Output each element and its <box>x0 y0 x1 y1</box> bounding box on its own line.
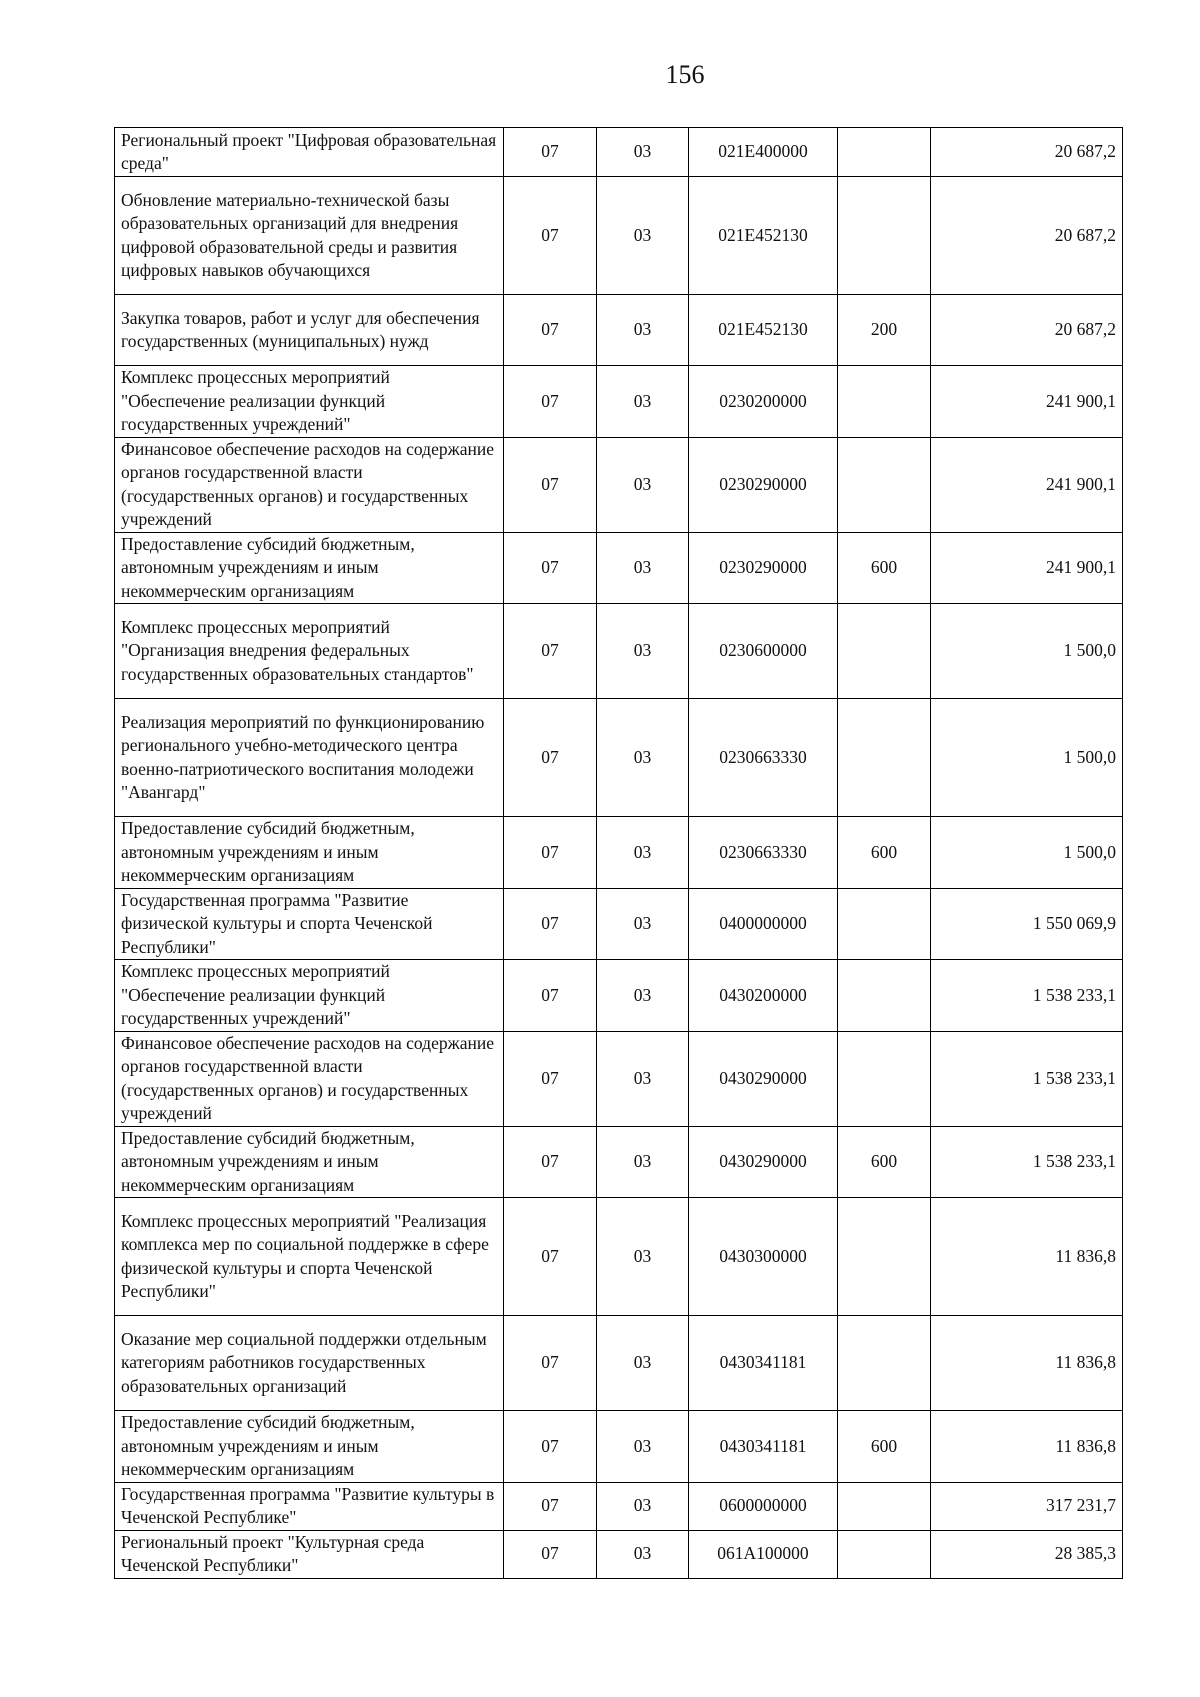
row-subsection: 03 <box>597 1530 689 1578</box>
table-row <box>115 177 1123 295</box>
row-expense-type <box>838 366 931 438</box>
row-expense-type <box>838 1530 931 1578</box>
row-amount: 20 687,2 <box>931 128 1123 177</box>
row-amount: 1 538 233,1 <box>931 1031 1123 1126</box>
row-amount: 241 900,1 <box>931 532 1123 604</box>
row-expense-type: 600 <box>838 532 931 604</box>
row-target-code: 0230200000 <box>689 366 838 438</box>
row-target-code: 0430200000 <box>689 960 838 1032</box>
budget-table <box>114 127 1123 1579</box>
row-section: 07 <box>504 1482 597 1530</box>
row-subsection: 03 <box>597 604 689 699</box>
table-row <box>115 437 1123 532</box>
row-name: Предоставление субсидий бюджетным, автономным учреждениям и иным некоммерческим организациям <box>115 1411 504 1483</box>
row-target-code: 0230290000 <box>689 437 838 532</box>
row-target-code: 0430300000 <box>689 1198 838 1316</box>
row-section: 07 <box>504 699 597 817</box>
row-subsection: 03 <box>597 1126 689 1198</box>
row-subsection: 03 <box>597 532 689 604</box>
row-section: 07 <box>504 1316 597 1411</box>
row-target-code: 0430290000 <box>689 1031 838 1126</box>
row-target-code: 021E452130 <box>689 295 838 366</box>
row-amount: 28 385,3 <box>931 1530 1123 1578</box>
row-section: 07 <box>504 1126 597 1198</box>
row-subsection: 03 <box>597 177 689 295</box>
row-amount: 1 538 233,1 <box>931 1126 1123 1198</box>
row-expense-type <box>838 960 931 1032</box>
row-subsection: 03 <box>597 1411 689 1483</box>
row-target-code: 0230600000 <box>689 604 838 699</box>
table-row <box>115 699 1123 817</box>
table-row <box>115 1198 1123 1316</box>
row-section: 07 <box>504 177 597 295</box>
row-subsection: 03 <box>597 960 689 1032</box>
row-section: 07 <box>504 888 597 960</box>
row-expense-type: 600 <box>838 1411 931 1483</box>
row-name: Региональный проект "Культурная среда Чеченской Республики" <box>115 1530 504 1578</box>
row-section: 07 <box>504 532 597 604</box>
row-name: Государственная программа "Развитие культуры в Чеченской Республике" <box>115 1482 504 1530</box>
row-name: Комплекс процессных мероприятий "Обеспечение реализации функций государственных учреждений" <box>115 960 504 1032</box>
row-amount: 241 900,1 <box>931 437 1123 532</box>
row-name: Комплекс процессных мероприятий "Реализация комплекса мер по социальной поддержке в сфере физической культуры и спорта Чеченской Республики" <box>115 1198 504 1316</box>
row-subsection: 03 <box>597 1031 689 1126</box>
table-row <box>115 817 1123 889</box>
table-row <box>115 1031 1123 1126</box>
table-row <box>115 128 1123 177</box>
row-amount: 1 538 233,1 <box>931 960 1123 1032</box>
table-row <box>115 1530 1123 1578</box>
row-expense-type <box>838 1198 931 1316</box>
row-expense-type <box>838 699 931 817</box>
table-row <box>115 888 1123 960</box>
row-expense-type <box>838 1482 931 1530</box>
row-amount: 11 836,8 <box>931 1198 1123 1316</box>
table-row <box>115 1482 1123 1530</box>
row-name: Финансовое обеспечение расходов на содержание органов государственной власти (государственных органов) и государственных учреждений <box>115 1031 504 1126</box>
table-row <box>115 366 1123 438</box>
row-name: Финансовое обеспечение расходов на содержание органов государственной власти (государственных органов) и государственных учреждений <box>115 437 504 532</box>
row-subsection: 03 <box>597 128 689 177</box>
row-amount: 20 687,2 <box>931 295 1123 366</box>
row-section: 07 <box>504 437 597 532</box>
row-amount: 11 836,8 <box>931 1316 1123 1411</box>
row-section: 07 <box>504 1411 597 1483</box>
row-amount: 317 231,7 <box>931 1482 1123 1530</box>
row-target-code: 0230663330 <box>689 699 838 817</box>
table-row <box>115 532 1123 604</box>
row-name: Закупка товаров, работ и услуг для обеспечения государственных (муниципальных) нужд <box>115 295 504 366</box>
row-section: 07 <box>504 295 597 366</box>
table-row <box>115 1316 1123 1411</box>
row-subsection: 03 <box>597 437 689 532</box>
row-name: Предоставление субсидий бюджетным, автономным учреждениям и иным некоммерческим организациям <box>115 817 504 889</box>
row-target-code: 0600000000 <box>689 1482 838 1530</box>
row-target-code: 061A100000 <box>689 1530 838 1578</box>
row-name: Комплекс процессных мероприятий "Организация внедрения федеральных государственных образовательных стандартов" <box>115 604 504 699</box>
row-target-code: 0230290000 <box>689 532 838 604</box>
row-expense-type <box>838 437 931 532</box>
row-expense-type: 600 <box>838 1126 931 1198</box>
row-expense-type: 600 <box>838 817 931 889</box>
row-amount: 20 687,2 <box>931 177 1123 295</box>
row-name: Реализация мероприятий по функционированию регионального учебно-методического центра военно-патриотического воспитания молодежи "Авангард" <box>115 699 504 817</box>
row-target-code: 0230663330 <box>689 817 838 889</box>
row-subsection: 03 <box>597 817 689 889</box>
row-amount: 1 500,0 <box>931 817 1123 889</box>
row-section: 07 <box>504 1530 597 1578</box>
row-subsection: 03 <box>597 1482 689 1530</box>
row-name: Обновление материально-технической базы образовательных организаций для внедрения цифровой образовательной среды и развития цифровых навыков обучающихся <box>115 177 504 295</box>
table-row <box>115 604 1123 699</box>
budget-table-body <box>115 128 1123 1579</box>
row-amount: 11 836,8 <box>931 1411 1123 1483</box>
row-subsection: 03 <box>597 1198 689 1316</box>
row-subsection: 03 <box>597 1316 689 1411</box>
row-target-code: 0430341181 <box>689 1411 838 1483</box>
table-row <box>115 1411 1123 1483</box>
row-name: Региональный проект "Цифровая образовательная среда" <box>115 128 504 177</box>
row-subsection: 03 <box>597 295 689 366</box>
row-amount: 241 900,1 <box>931 366 1123 438</box>
row-amount: 1 500,0 <box>931 604 1123 699</box>
row-expense-type <box>838 1316 931 1411</box>
row-section: 07 <box>504 128 597 177</box>
row-expense-type <box>838 177 931 295</box>
table-row <box>115 1126 1123 1198</box>
row-section: 07 <box>504 1198 597 1316</box>
row-amount: 1 500,0 <box>931 699 1123 817</box>
row-expense-type <box>838 604 931 699</box>
row-subsection: 03 <box>597 699 689 817</box>
row-name: Государственная программа "Развитие физической культуры и спорта Чеченской Республики" <box>115 888 504 960</box>
table-row <box>115 295 1123 366</box>
row-target-code: 0400000000 <box>689 888 838 960</box>
row-section: 07 <box>504 960 597 1032</box>
row-amount: 1 550 069,9 <box>931 888 1123 960</box>
row-section: 07 <box>504 366 597 438</box>
row-expense-type <box>838 128 931 177</box>
row-expense-type: 200 <box>838 295 931 366</box>
row-target-code: 021E400000 <box>689 128 838 177</box>
row-target-code: 021E452130 <box>689 177 838 295</box>
row-target-code: 0430290000 <box>689 1126 838 1198</box>
page-number: 156 <box>665 60 705 89</box>
table-row <box>115 960 1123 1032</box>
row-name: Предоставление субсидий бюджетным, автономным учреждениям и иным некоммерческим организациям <box>115 1126 504 1198</box>
row-target-code: 0430341181 <box>689 1316 838 1411</box>
row-subsection: 03 <box>597 366 689 438</box>
row-section: 07 <box>504 1031 597 1126</box>
row-section: 07 <box>504 817 597 889</box>
row-name: Предоставление субсидий бюджетным, автономным учреждениям и иным некоммерческим организациям <box>115 532 504 604</box>
row-section: 07 <box>504 604 597 699</box>
row-expense-type <box>838 1031 931 1126</box>
row-name: Оказание мер социальной поддержки отдельным категориям работников государственных образовательных организаций <box>115 1316 504 1411</box>
row-subsection: 03 <box>597 888 689 960</box>
row-name: Комплекс процессных мероприятий "Обеспечение реализации функций государственных учреждений" <box>115 366 504 438</box>
row-expense-type <box>838 888 931 960</box>
